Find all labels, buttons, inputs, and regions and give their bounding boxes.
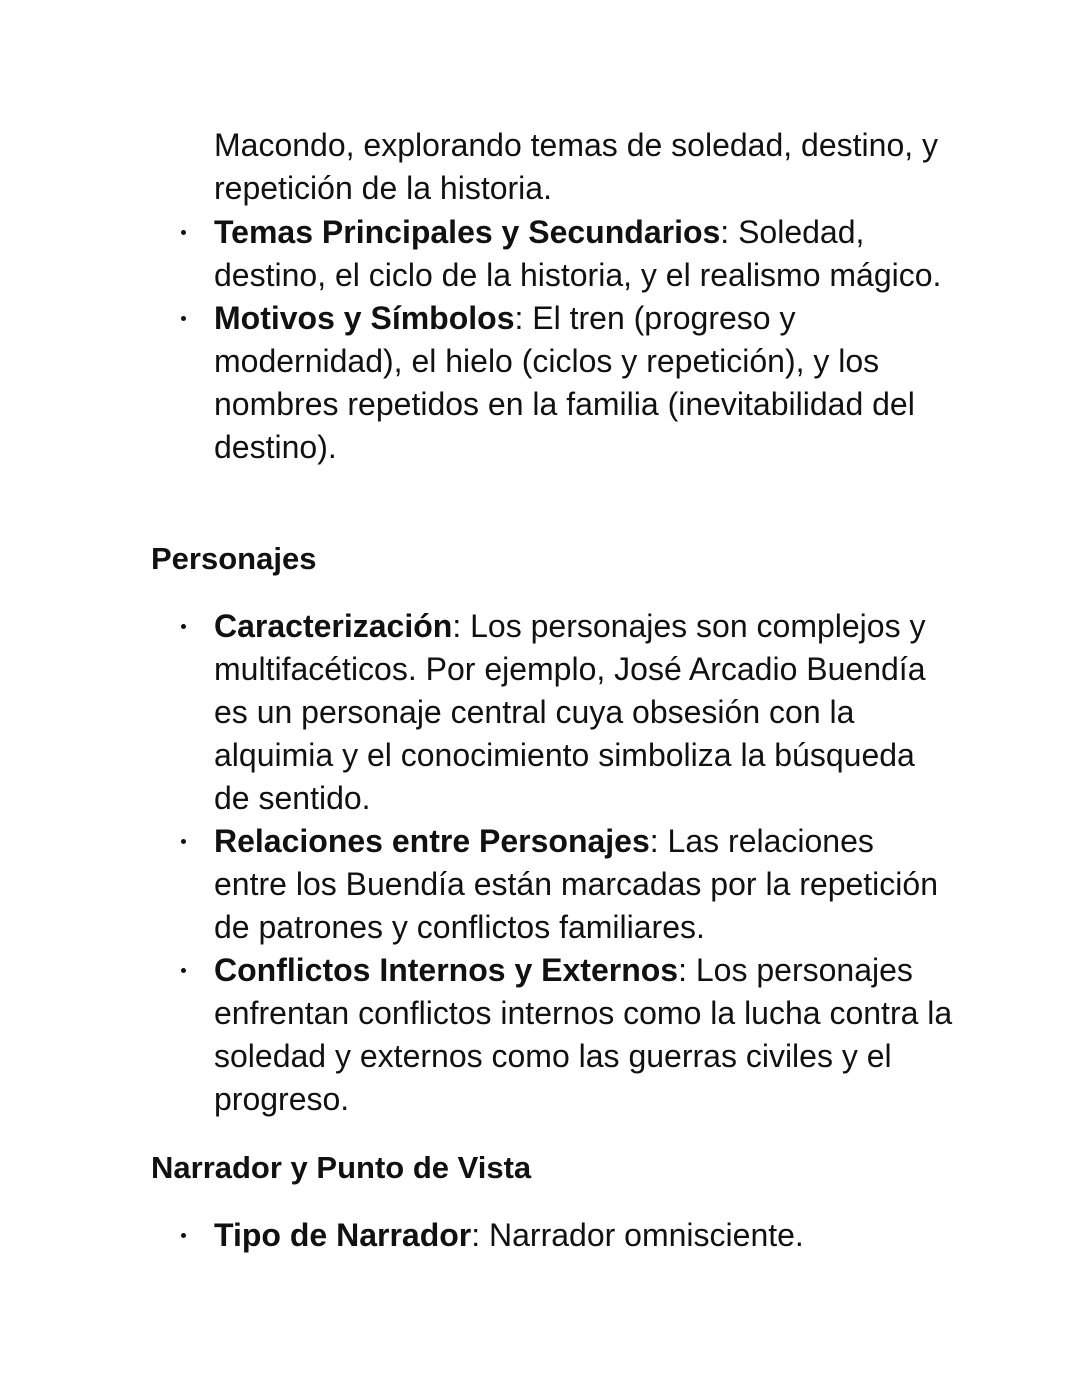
- item-term: Conflictos Internos y Externos: [214, 952, 679, 988]
- list-item: [0, 820, 954, 949]
- bullet-icon: [181, 968, 186, 973]
- section-heading-personajes: Personajes: [151, 541, 317, 576]
- list-item: [0, 1214, 954, 1257]
- continuation-text: Macondo, explorando temas de soledad, destino, y repetición de la historia.: [214, 127, 939, 206]
- list-item: [0, 949, 954, 1121]
- bullet-icon: [181, 230, 186, 235]
- section-heading-narrador: Narrador y Punto de Vista: [151, 1150, 532, 1185]
- narrador-list: [0, 1214, 1080, 1257]
- item-term: Relaciones entre Personajes: [214, 823, 650, 859]
- item-term: Temas Principales y Secundarios: [214, 214, 721, 250]
- item-description: : Las relaciones entre los Buendía están marcadas por la repetición de patrones y conflictos familiares.: [214, 823, 938, 945]
- item-term: Motivos y Símbolos: [214, 300, 515, 336]
- item-description: : Narrador omnisciente.: [471, 1217, 804, 1253]
- analysis-list: [0, 211, 1080, 469]
- list-item: [0, 297, 954, 469]
- list-item: [0, 605, 954, 820]
- bullet-icon: [181, 624, 186, 629]
- bullet-icon: [181, 1233, 186, 1238]
- item-description: : Los personajes son complejos y multifacéticos. Por ejemplo, José Arcadio Buendía es un personaje central cuya obsesión con la alquimia y el conocimiento simboliza la búsqueda de sentido.: [214, 608, 926, 816]
- personajes-list: [0, 605, 1080, 1121]
- bullet-icon: [181, 839, 186, 844]
- item-term: Caracterización: [214, 608, 453, 644]
- item-term: Tipo de Narrador: [214, 1217, 472, 1253]
- item-description: : El tren (progreso y modernidad), el hielo (ciclos y repetición), y los nombres repetidos en la familia (inevitabilidad del destino).: [214, 300, 915, 465]
- item-description: : Soledad, destino, el ciclo de la historia, y el realismo mágico.: [214, 214, 942, 293]
- continuation-paragraph: [214, 124, 954, 210]
- bullet-icon: [181, 316, 186, 321]
- list-item: [0, 211, 954, 297]
- item-description: : Los personajes enfrentan conflictos internos como la lucha contra la soledad y externos como las guerras civiles y el progreso.: [214, 952, 953, 1117]
